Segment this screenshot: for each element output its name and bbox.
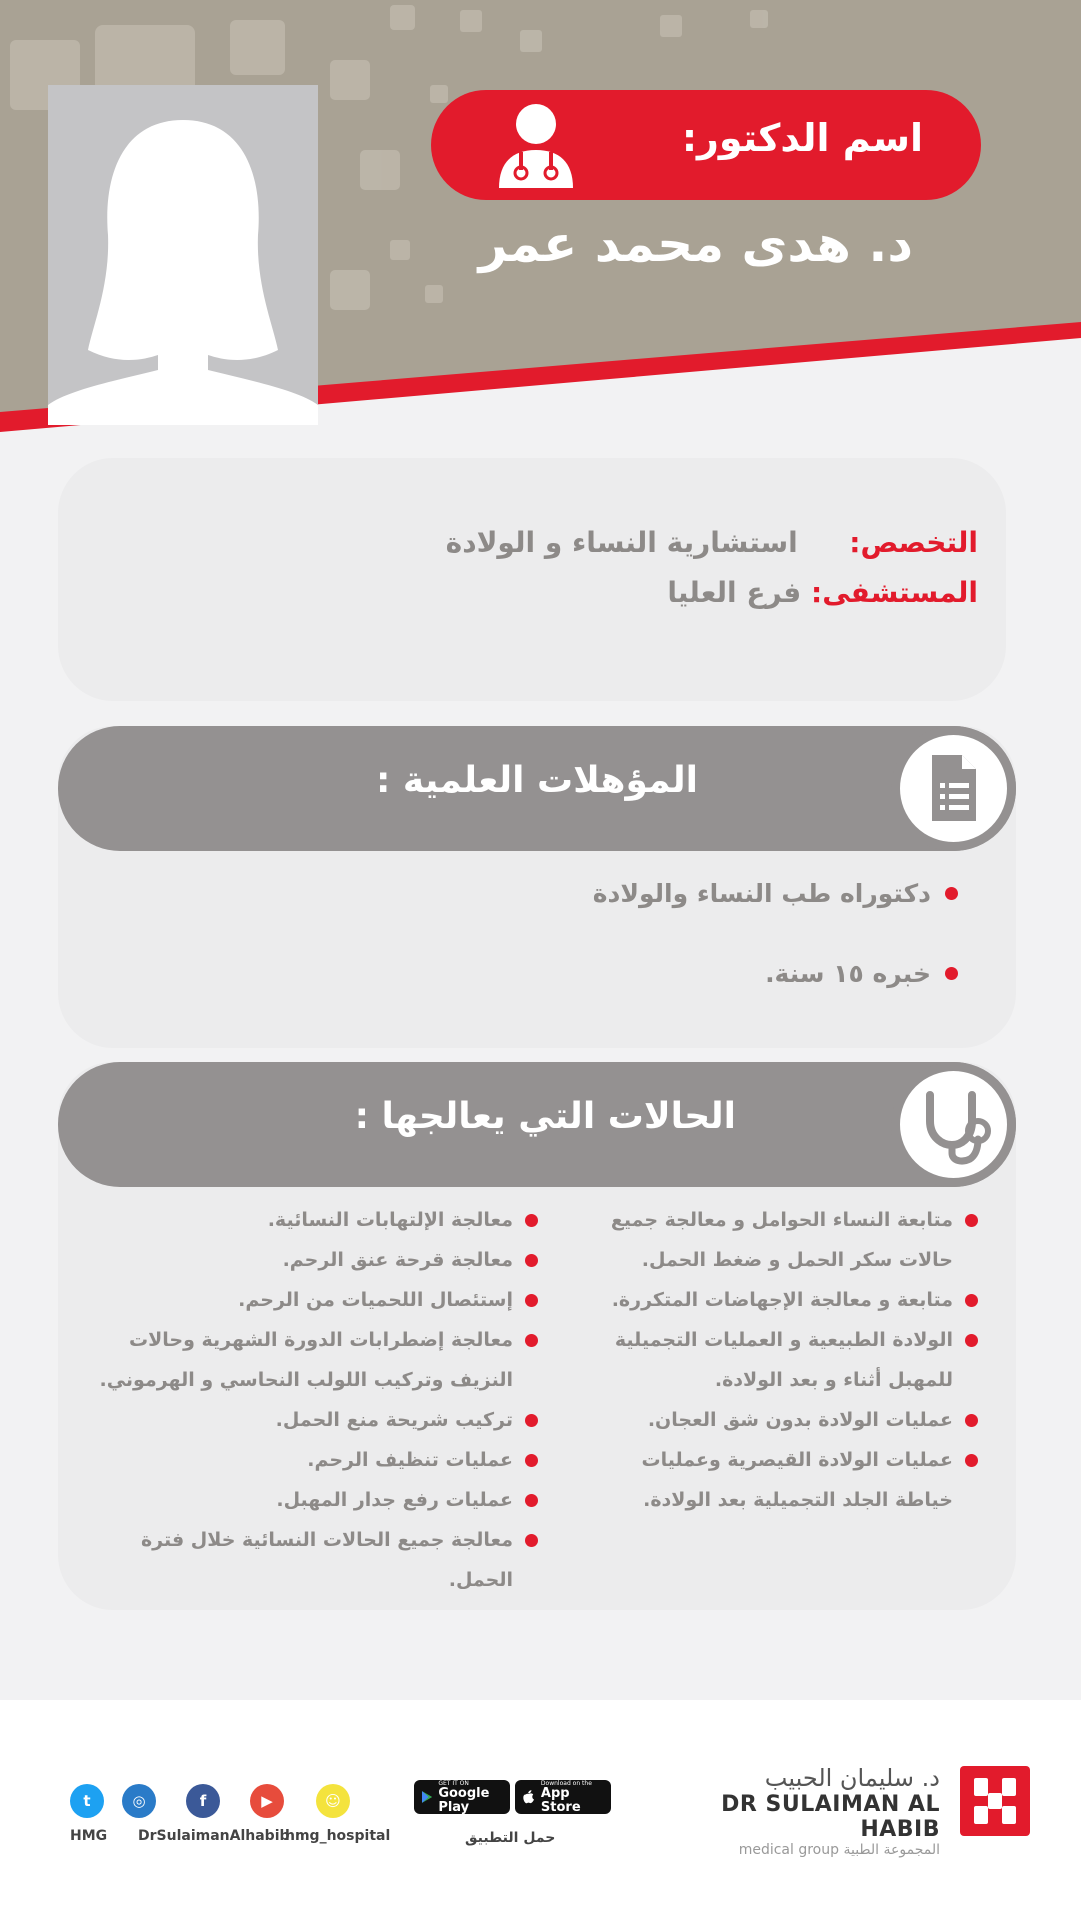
snapchat-icon[interactable]: ☺ <box>316 1784 350 1818</box>
qualifications-header <box>58 726 1016 851</box>
facebook-icon[interactable]: f <box>186 1784 220 1818</box>
female-silhouette-icon <box>48 85 318 425</box>
doctor-icon <box>491 100 581 190</box>
bullet-icon <box>525 1494 538 1507</box>
bullet-icon <box>965 1414 978 1427</box>
download-app-label: حمل التطبيق <box>465 1830 556 1846</box>
youtube-icon[interactable]: ▶ <box>250 1784 284 1818</box>
document-icon <box>900 735 1007 842</box>
bullet-icon <box>965 1334 978 1347</box>
brand-sub: medical group المجموعة الطبية <box>738 1842 940 1858</box>
bullet-icon <box>965 1294 978 1307</box>
bullet-icon <box>525 1254 538 1267</box>
qualification-item: دكتوراه طب النساء والولادة <box>593 879 958 908</box>
condition-item: عمليات تنظيف الرحم. <box>98 1440 538 1480</box>
condition-item: عمليات الولادة القيصرية وعمليات خياطة الجلد التجميلية بعد الولادة. <box>596 1440 978 1520</box>
document-icon-badge <box>891 726 1016 851</box>
condition-item: إستئصال اللحميات من الرحم. <box>98 1280 538 1320</box>
doctor-name-label: اسم الدكتور: <box>681 116 923 160</box>
bullet-icon <box>525 1334 538 1347</box>
specialty-value: استشارية النساء و الولادة <box>445 526 798 559</box>
condition-item: عمليات الولادة بدون شق العجان. <box>596 1400 978 1440</box>
stethoscope-icon-badge <box>891 1062 1016 1187</box>
google-play-button[interactable]: GET IT ON Google Play <box>414 1780 510 1814</box>
hospital-value: فرع العليا <box>667 576 802 609</box>
conditions-title: الحالات التي يعالجها : <box>354 1096 736 1137</box>
doctor-name-pill <box>431 90 981 200</box>
conditions-left-column <box>98 1200 538 1600</box>
condition-item: معالجة الإلتهابات النسائية. <box>98 1200 538 1240</box>
bullet-icon <box>965 1454 978 1467</box>
footer <box>0 1700 1081 1920</box>
bullet-icon <box>525 1294 538 1307</box>
conditions-header <box>58 1062 1016 1187</box>
info-card <box>58 458 1006 701</box>
condition-item: معالجة قرحة عنق الرحم. <box>98 1240 538 1280</box>
bullet-icon <box>945 967 958 980</box>
brand-logo <box>960 1766 1030 1836</box>
specialty-row <box>446 526 978 559</box>
brand-text <box>672 1764 940 1858</box>
condition-item: الولادة الطبيعية و العمليات التجميلية للمهبل أثناء و بعد الولادة. <box>596 1320 978 1400</box>
conditions-right-column <box>596 1200 978 1520</box>
twitter-handle[interactable]: HMG <box>70 1828 108 1844</box>
brand-arabic: د. سليمان الحبيب <box>764 1764 940 1792</box>
condition-item: معالجة جميع الحالات النسائية خلال فترة الحمل. <box>98 1520 538 1600</box>
instagram-facebook-handle[interactable]: DrSulaimanAlhabib <box>138 1828 290 1844</box>
bullet-icon <box>945 887 958 900</box>
youtube-snapchat-handle[interactable]: hmg_hospital <box>285 1828 391 1844</box>
specialty-label: التخصص: <box>849 526 978 559</box>
apple-icon <box>523 1789 535 1805</box>
qualifications-title: المؤهلات العلمية : <box>375 760 698 801</box>
condition-item: عمليات رفع جدار المهبل. <box>98 1480 538 1520</box>
bullet-icon <box>525 1214 538 1227</box>
bullet-icon <box>525 1414 538 1427</box>
google-play-icon <box>422 1789 432 1805</box>
hospital-row <box>667 576 978 609</box>
twitter-icon[interactable]: t <box>70 1784 104 1818</box>
brand-english: DR SULAIMAN AL HABIB <box>721 1792 940 1842</box>
header-banner <box>0 0 1081 440</box>
condition-item: متابعة و معالجة الإجهاضات المتكررة. <box>596 1280 978 1320</box>
condition-item: تركيب شريحة منع الحمل. <box>98 1400 538 1440</box>
doctor-photo-placeholder <box>48 85 318 425</box>
bullet-icon <box>525 1454 538 1467</box>
qualification-item: خبره ١٥ سنة. <box>765 959 958 988</box>
hospital-label: المستشفى: <box>811 576 978 609</box>
instagram-icon[interactable]: ◎ <box>122 1784 156 1818</box>
bullet-icon <box>525 1534 538 1547</box>
app-store-button[interactable]: Download on the App Store <box>515 1780 611 1814</box>
condition-item: معالجة إضطرابات الدورة الشهرية وحالات النزيف وتركيب اللولب النحاسي و الهرموني. <box>98 1320 538 1400</box>
stethoscope-icon <box>900 1071 1007 1178</box>
doctor-name: د. هدى محمد عمر <box>478 215 913 273</box>
bullet-icon <box>965 1214 978 1227</box>
brand-logo-icon <box>960 1766 1030 1836</box>
condition-item: متابعة النساء الحوامل و معالجة جميع حالات سكر الحمل و ضغط الحمل. <box>596 1200 978 1280</box>
